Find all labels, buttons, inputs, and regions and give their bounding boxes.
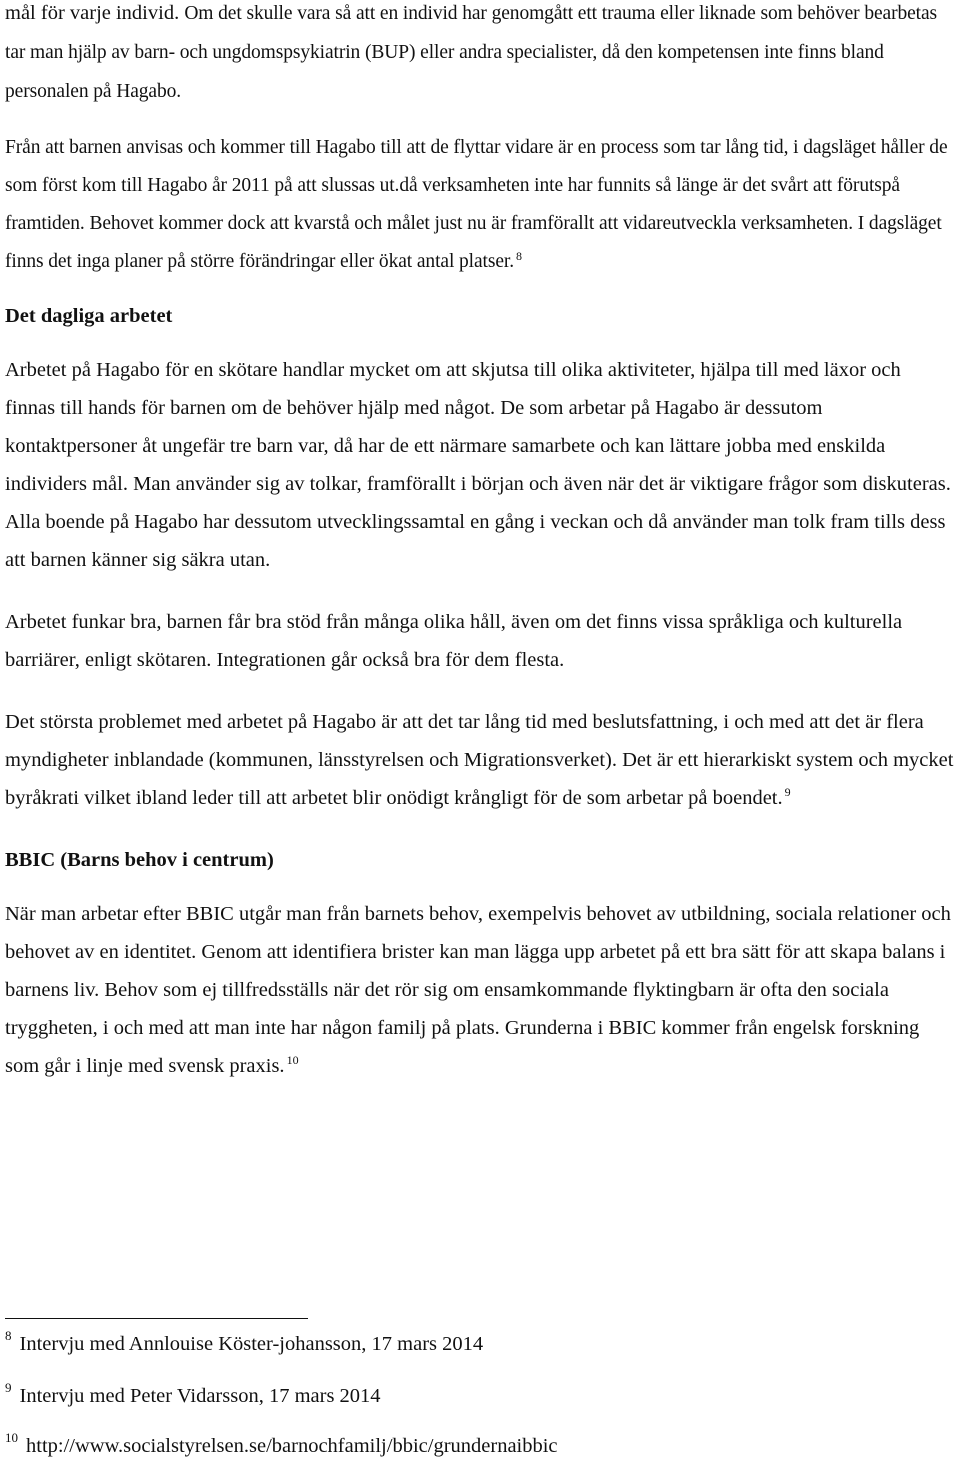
paragraph-daily-work: Arbetet på Hagabo för en skötare handlar mycket om att skjutsa till olika aktiviteter, hjälpa till med läxor och finnas till hands för barnen om de behöver hjälp med något. De som arbetar på Hagabo är dessutom kontaktpersoner åt ungefär tre barn var, då har de ett närmare samarbete och kan lättare jobba med enskilda individers mål. Man använder sig av tolkar, framförallt i början och även när det är viktigare frågor som diskuteras. Alla boende på Hagabo har dessutom utvecklingssamtal en gång i veckan och då använder man tolk fram tills dess att barnen känner sig säkra utan. (5, 359, 951, 571)
footnote-ref: 9 (784, 785, 791, 799)
footnote (5, 1330, 483, 1358)
footnote-number: 8 (5, 1328, 12, 1343)
footnote (5, 1432, 558, 1460)
paragraph-text: Det största problemet med arbetet på Hagabo är att det tar lång tid med beslutsfattning, i och med att det är flera myndigheter inblandade (kommunen, länsstyrelsen och Migrationsverket). Det är ett hierarkiskt system och mycket byråkrati vilket ibland leder till att arbetet blir onödigt krångligt för de som arbetar på boendet. (5, 711, 954, 809)
document-page (5, 0, 955, 1085)
paragraph-text: Om det skulle vara så att en individ har genomgått ett trauma eller liknade som behöver bearbetas tar man hjälp av barn- och ungdomspsykiatrin (BUP) eller andra specialister, då den kompetensen inte finns bland personalen på Hagabo. (5, 3, 938, 102)
footnote-number: 10 (5, 1430, 18, 1445)
footnote (5, 1382, 381, 1410)
paragraph-text: Från att barnen anvisas och kommer till Hagabo till att de flyttar vidare är en process som tar lång tid, i dagsläget håller de som först kom till Hagabo år 2011 på att slussas ut.då verksamheten inte har funnits så länge är det svårt att förutspå framtiden. Behovet kommer dock att kvarstå och målet just nu är framförallt att vidareutveckla verksamheten. I dagsläget finns det inga planer på större förändringar eller ökat antal platser. (5, 137, 948, 272)
section-heading-daily-work: Det dagliga arbetet (5, 305, 173, 327)
section-heading-bbic: BBIC (Barns behov i centrum) (5, 849, 274, 871)
paragraph-bbic (5, 895, 955, 1085)
paragraph-intro (5, 0, 955, 111)
paragraph-biggest-problem (5, 703, 955, 817)
footnote-ref: 10 (286, 1053, 299, 1067)
footnote-number: 9 (5, 1380, 12, 1395)
footnote-text: Intervju med Peter Vidarsson, 17 mars 2014 (19, 1385, 381, 1407)
paragraph-process (5, 129, 955, 281)
paragraph-lead: mål för varje individ. (5, 2, 185, 24)
footnote-link[interactable]: http://www.socialstyrelsen.se/barnochfamilj/bbic/grundernaibbic (26, 1435, 558, 1457)
footnote-text: Intervju med Annlouise Köster-johansson, 17 mars 2014 (19, 1333, 484, 1355)
paragraph-works-well: Arbetet funkar bra, barnen får bra stöd från många olika håll, även om det finns vissa språkliga och kulturella barriärer, enligt skötaren. Integrationen går också bra för dem flesta. (5, 611, 903, 671)
footnote-separator (5, 1318, 308, 1319)
paragraph-text: När man arbetar efter BBIC utgår man från barnets behov, exempelvis behovet av utbildning, sociala relationer och behovet av en identitet. Genom att identifiera brister kan man lägga upp arbetet på ett bra sätt för att skapa balans i barnens liv. Behov som ej tillfredsställs när det rör sig om ensamkommande flyktingbarn är ofta den sociala tryggheten, i och med att man inte har någon familj på plats. Grunderna i BBIC kommer från engelsk forskning som går i linje med svensk praxis. (5, 903, 951, 1077)
footnote-ref: 8 (516, 249, 522, 263)
